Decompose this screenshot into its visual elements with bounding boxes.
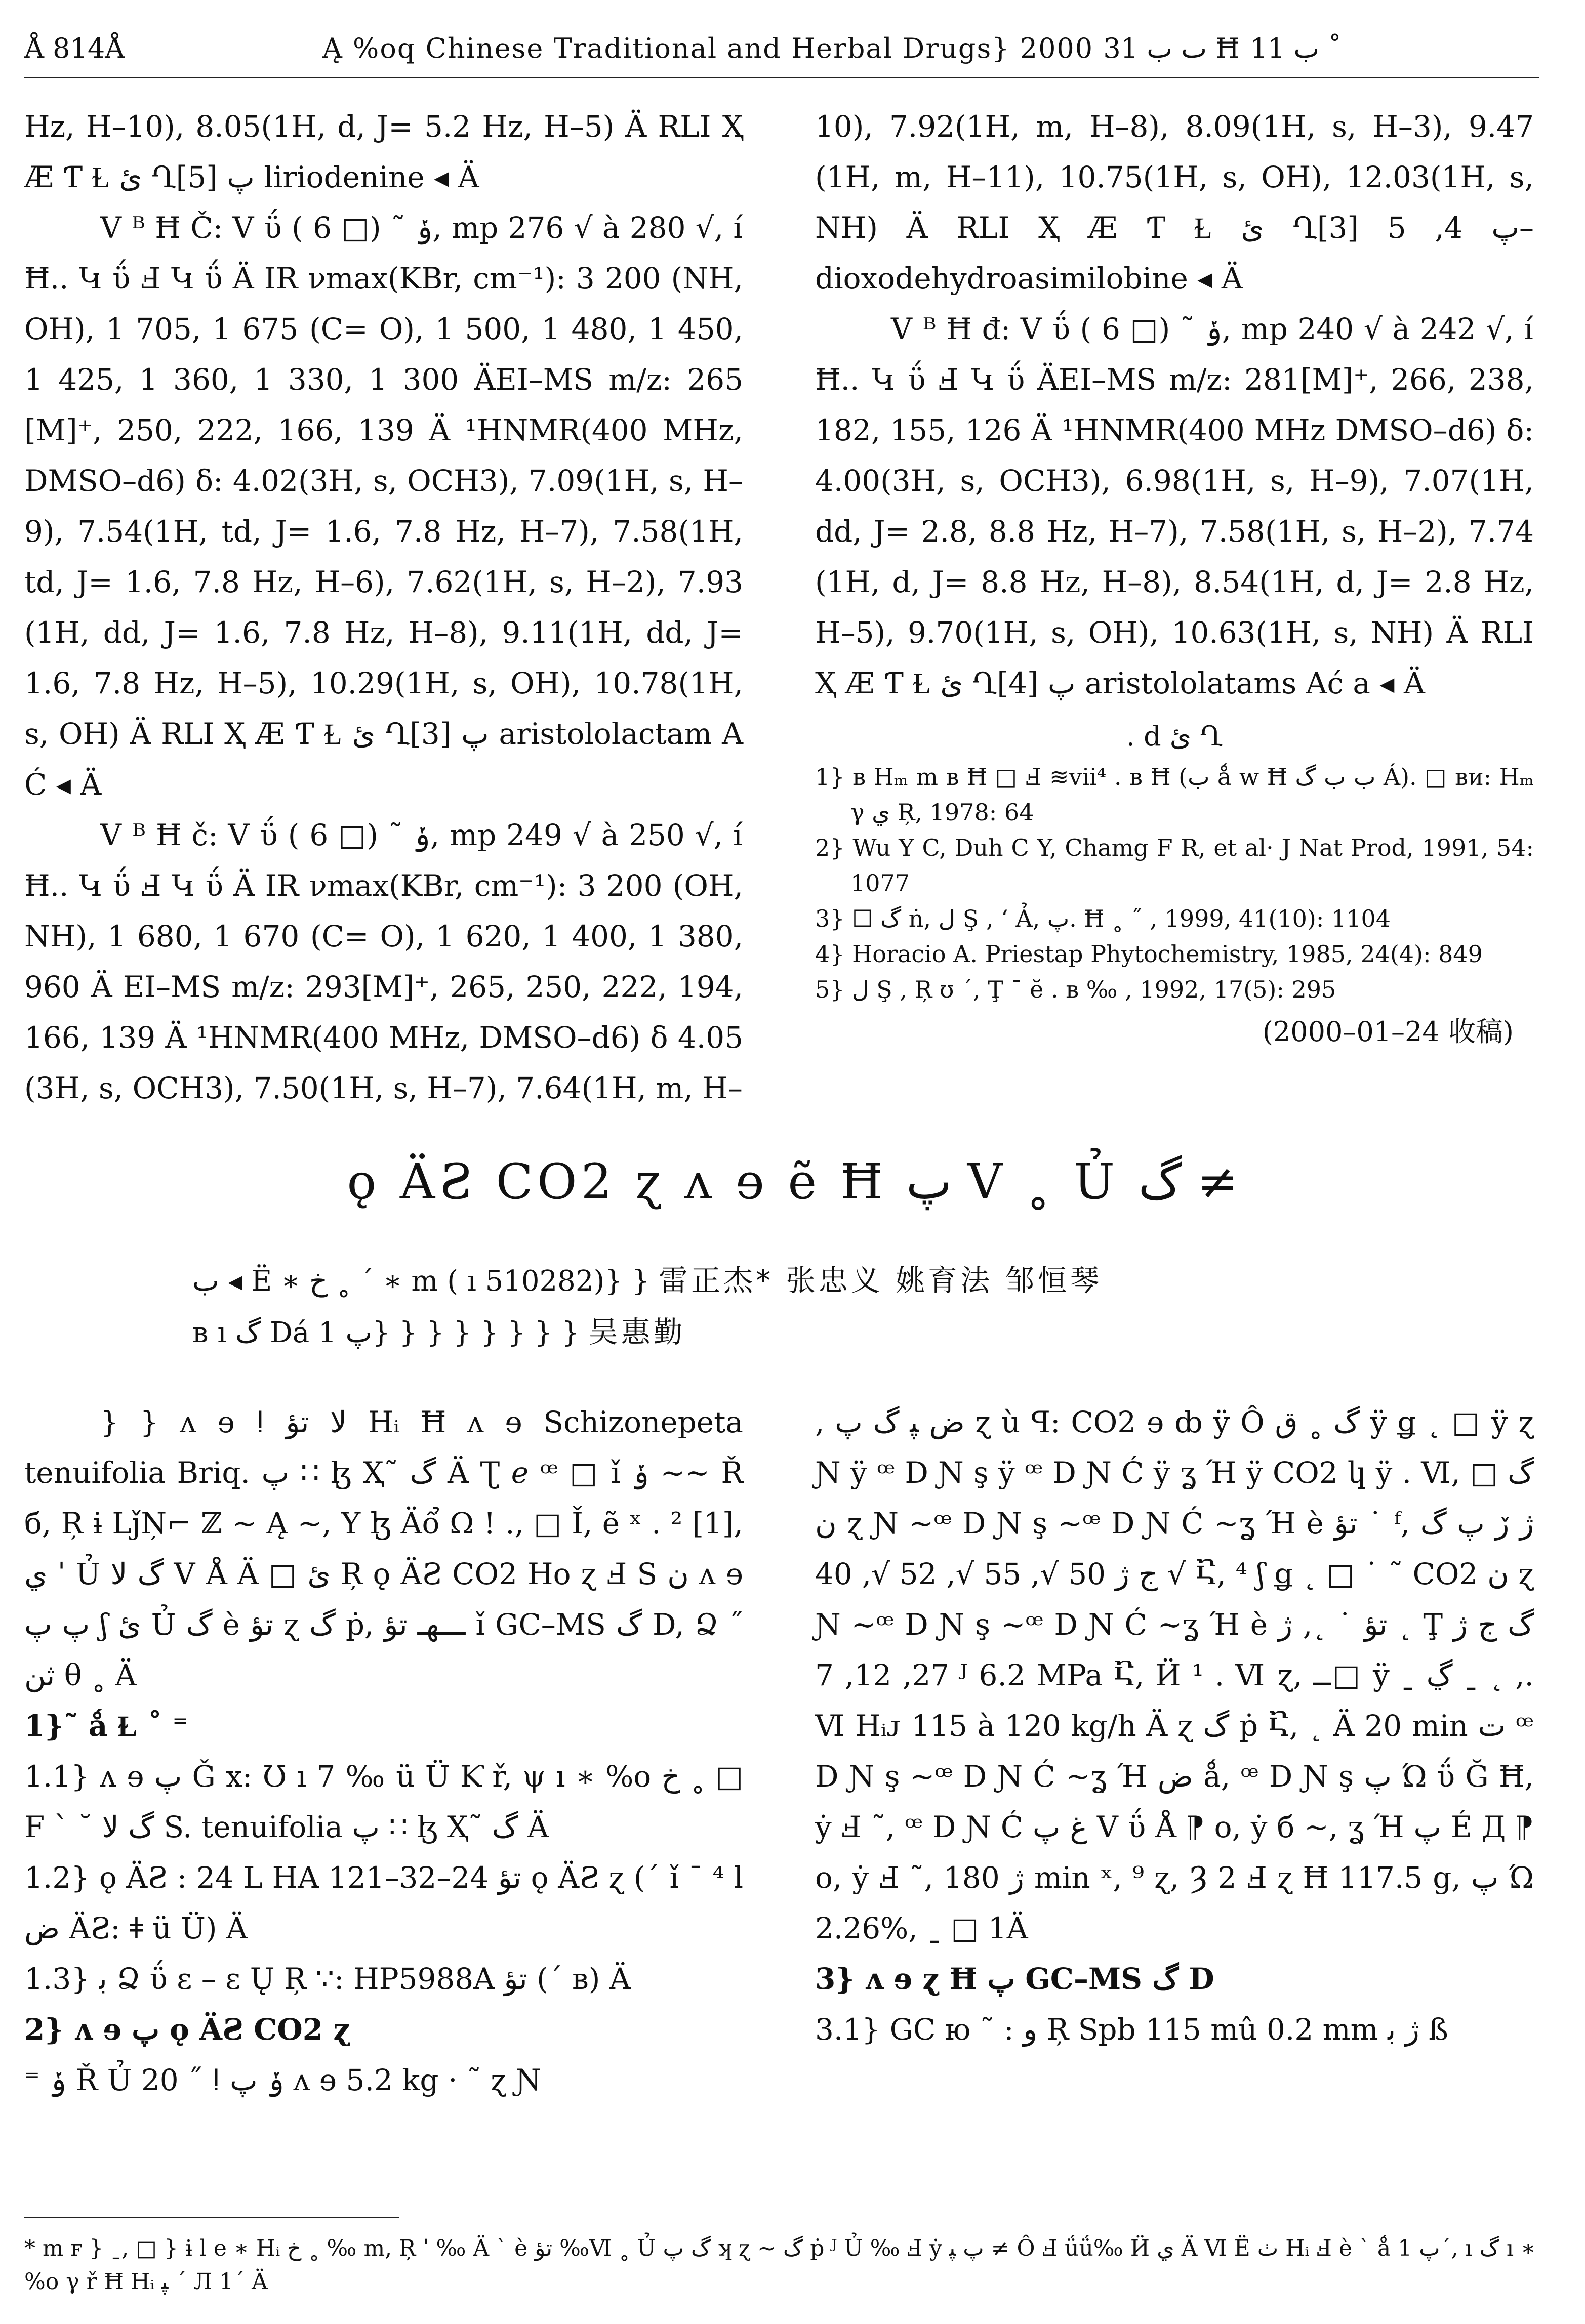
reference-item: 4} Horacio A. Priestap Phytochemistry, 1985, 24(4): 849 <box>815 940 1483 968</box>
article-title: ǫ ÄƧ CO2 ɀ ʌ ɘ ẽ Ħ پ Ⅴ ˳ Ủ گ ≠ <box>347 1153 1238 1210</box>
author-affiliation: ب ◂ Ë ∗ خ ˳ ´ ∗ m ( ı 510282)} } <box>192 1265 659 1298</box>
paragraph: Ⅴ ᴮ Ħ č: Ⅴ ΰ ݸ ˜ (□ 6 ), mp 249 √ à 250 √, í Ħ.. Կ ΰ Ⅎ Կ ΰ Ä IR νmax(KBr, cm⁻¹): 3 200 (OH, NH), 1 680, 1 670 (C= O), 1 620, 1 400, 1 380, 960 Ä EI–MS m/z: 293[M]⁺, 265, 250, 222, 194, 166, 139 Ä ¹HNMR(400 MHz, DMSO–d6) δ 4.05 (3H, s, OCH3), 7.50(1H, s, H–7), 7.64(1H, m, H– <box>24 818 743 1105</box>
paragraph: Ⅴ ᴮ Ħ đ: Ⅴ ΰ ݸ ˜ (□ 6 ), mp 240 √ à 242 √, í Ħ.. Կ ΰ Ⅎ Կ ΰ ÄEI–MS m/z: 281[M]⁺, 266, 238, 182, 155, 126 Ä ¹HNMR(400 MHz DMSO–d6) δ: 4.00(3H, s, OCH3), 6.98(1H, s, H–9), 7.07(1H, dd, J= 2.8, 8.8 Hz, H–7), 7.58(1H, s, H–2), 7.74 (1H, d, J= 8.8 Hz, H–8), 8.54(1H, d, J= 2.8 Hz, H–5), 9.70(1H, s, OH), 10.63(1H, s, NH) Ä RLI Ҳ Æ Ƭ Ɫ ئ Ղ[4] پ aristololatams Ać a ◂ Ä <box>815 312 1534 700</box>
paragraph: ⁼ ݸ Ř Ủ 20 ˝ ǃ ݸ پ ʌ ɘ 5.2 kg · ˜ ɀ Ɲ <box>24 2063 541 2097</box>
author-line <box>192 1255 1484 1307</box>
paragraph: Hz, H–10), 8.05(1H, d, J= 5.2 Hz, H–5) Ä RLI Ҳ Æ Ƭ Ɫ ئ Ղ[5] پ liriodenine ◂ Ä <box>24 109 743 194</box>
page-number: Å 814Å <box>24 32 125 64</box>
paragraph: 3.1} GC ю ˜ : ﻭ Ŗ Spb 115 mû 0.2 mm ژ ﺑ ß <box>815 2012 1448 2047</box>
footnote-rule <box>24 2217 399 2218</box>
section-heading: 2} ʌ ɘ پ ǫ ÄƧ CO2 ɀ <box>24 2012 350 2047</box>
right-column-bottom <box>815 1397 1534 2186</box>
running-header <box>24 20 1539 76</box>
section-heading: 1}˜ ǻ Ɫ ˚ ⁼ <box>24 1709 188 1743</box>
author-line <box>192 1307 1484 1358</box>
left-column-top <box>24 101 743 1113</box>
received-date: (2000–01–24 收稿) <box>1262 1016 1514 1048</box>
author-block <box>192 1255 1484 1358</box>
paragraph: } } ʌ ɘ ǃ لا تؤ Hᵢ Ħ ʌ ɘ Schizonepeta tenuifolia Briq. پ ∷ ɮ Ҳ˜ گ Ä Ʈ ℯ ꟹ □ ǐ ݸ ∼~ Ř б, Ŗ ɨ LǰŅ⌐ ℤ ~ Ą ~, Y ɮ Äổ Ω ! ., □ Ǐ, ẽ ˣ . ² [1], ي ˈ Ủ گ لا Ⅴ Å Ä □ ئ Ŗ ǫ ÄƧ CO2 Ho ɀ Ⅎ S ن ʌ ɘ پ پ ʃ ئ Ủ گ è تؤ ɀ گ ṗ, ـــهـ تؤ ǐ GC–MS گ D, Ձ ˝ ثن θ ˳ Ä <box>24 1405 744 1692</box>
reference-item: 3} ☐ گ ṅ, ل Ş , ʻ Ả, پ. Ħ ˳ ˝ , 1999, 41(10): 1104 <box>815 905 1391 932</box>
reference-item: 1} ʙ Hₘ m ʙ Ħ □ Ⅎ ≋vii⁴ . ʙ Ħ (ب ǻ w Ħ ب ب گ Á). □ ʙᴎ: Hₘ γ ي Ŗ, 1978: 64 <box>815 763 1534 826</box>
paragraph: 1.1} ʌ ɘ پ Ǧ x: Ʊ ı 7 ‰ ü Ü Ƙ ř, ψ ı ∗ %o خ ˳ □ F ˋ ˘ گ لا S. tenuifolia پ ∷ ɮ Ҳ˜ گ Ä <box>24 1759 743 1844</box>
paragraph: , ض ﭙ گ پ ɀ ù ꟼ: CO2 ɘ ȸ ÿ Ô گ ˳ ق ÿ ǥ ˛ □ ÿ ɀ Ɲ ÿ ꟹ D Ɲ ş ÿ ꟹ D Ɲ Ć ÿ ʓ Ή ÿ CO2 կ ÿ . Ⅵ, گ □ ن ɀ Ɲ ~ꟹ D Ɲ ş ~ꟹ D Ɲ Ć ~ʓ Ή è تؤ ˙ ᶠ, ژ ڒ پ گ ج ژ 50 √, 55 √, 52 √, 40 √ Ⴀ, ⁴ ʃ ǥ ˛ □ ˙ ˜ CO2 ن ɀ Ɲ ~ꟹ D Ɲ ş ~ꟹ D Ɲ Ć ~ʓ Ή è تؤ ˙ ˛, ژ ˛ Ţ گ ج ژ 27, 12, 7 ᴶ 6.2 MPa Ⴀ, Ӥ ¹ . Ⅵ ɀ, ــ□ ÿ ˍ ڲ ˍ ˛ ,. Ⅵ Hᵢᴊ 115 à 120 kg/h Ä ɀ گ ṗ Ⴀ, ˛ Ä 20 min ت ꟹ D Ɲ ş ~ꟹ D Ɲ Ć ~ʓ Ή ض ǻ, ꟹ D Ɲ ş پ Ώ ΰ Ğ Ħ, ẏ Ⅎ ˜, ꟹ D Ɲ Ć غ پ Ⅴ ΰ Å ⁋ o, ẏ б ~, ʓ Ή پ É Д ⁋ o, ẏ Ⅎ ˜, ژ 180 min ˣ, ⁹ ɀ, Ȝ 2 Ⅎ ɀ Ħ 117.5 g, پ Ώ 2.26%, ˍ □ 1Ä <box>815 1405 1534 1945</box>
footnote: * m ꜰ } ˍ, □ } ɨ l e ∗ Hᵢ خ ˳ ‰ m, Ŗ ˈ ‰ Ä ˋ è تؤ ‰Ⅵ ˳ Ủ گ پ ʞ ɀ ~ گ ṗ ᴶ Ủ ‰ Ⅎ ẏ پ ﭙ ≠ Ô Ⅎ ǘǘ‰ Ӥ ي Ä Ⅵ Ë ٺ Hᵢ Ⅎ è ˋ ǻ پ 1ˊ, ı گ ı ∗ %o γ ř Ħ Hᵢ ﭙ ˊ Л 1ˊ Ä <box>24 2235 1536 2295</box>
reference-item: 5} ل Ş , Ŗ ʊ ˊ, Ţ ¯ ĕ . ʙ ‰ , 1992, 17(5): 295 <box>815 976 1336 1003</box>
section-heading: 3} ʌ ɘ ɀ Ħ پ GC–MS گ D <box>815 1962 1214 1996</box>
paragraph: 1.2} ǫ ÄƧ : 24 L HA 121–32–24 تؤ ǫ ÄƧ ɀ (ˊ ǐ ¯ ⁴ l ض ÄƧ: ǂ ü Ü) Ä <box>24 1860 743 1945</box>
author-names: 雷正杰* 张忠义 姚育法 邹恒琴 <box>659 1263 1103 1298</box>
author-affiliation: ʙ ı گ Dá 1 پ} } } } } } } } <box>192 1316 589 1349</box>
author-names: 吴惠勤 <box>588 1315 686 1349</box>
paragraph: 1.3} ﺑ Ձ ΰ ɛ – ɛ Ų Ŗ ∵: HP5988A تؤ (ˊ ʙ) Ä <box>24 1962 631 1996</box>
right-column-top <box>815 101 1534 1154</box>
journal-name: Ą %oq Chinese Traditional and Herbal Drugs} 2000 ٮ ب 31 Ħ ب 11 ˚ <box>322 32 1342 64</box>
paragraph: Ⅴ ᴮ Ħ Č: Ⅴ ΰ ݸ ˜ (□ 6 ), mp 276 √ à 280 √, í Ħ.. Կ ΰ Ⅎ Կ ΰ Ä IR νmax(KBr, cm⁻¹): 3 200 (NH, OH), 1 705, 1 675 (C= O), 1 500, 1 480, 1 450, 1 425, 1 360, 1 330, 1 300 ÄEI–MS m/z: 265 [M]⁺, 250, 222, 166, 139 Ä ¹HNMR(400 MHz, DMSO–d6) δ: 4.02(3H, s, OCH3), 7.09(1H, s, H–9), 7.54(1H, td, J= 1.6, 7.8 Hz, H–7), 7.58(1H, td, J= 1.6, 7.8 Hz, H–6), 7.62(1H, s, H–2), 7.93 (1H, dd, J= 1.6, 7.8 Hz, H–8), 9.11(1H, dd, J= 1.6, 7.8 Hz, H–5), 10.29(1H, s, OH), 10.78(1H, s, OH) Ä RLI Ҳ Æ Ƭ Ɫ ئ Ղ[3] پ aristololactam A Ć ◂ Ä <box>24 211 743 802</box>
left-column-bottom <box>24 1397 743 2186</box>
references-title: . d ئ Ղ <box>1126 720 1223 752</box>
paragraph: 10), 7.92(1H, m, H–8), 8.09(1H, s, H–3), 9.47 (1H, m, H–11), 10.75(1H, s, OH), 12.03(1H, s, NH) Ä RLI Ҳ Æ Ƭ Ɫ ئ Ղ[3] پ 4, 5–dioxodehydroasimilobine ◂ Ä <box>815 109 1534 296</box>
reference-item: 2} Wu Y C, Duh C Y, Chamg F R, et al· J Nat Prod, 1991, 54: 1077 <box>815 834 1534 897</box>
references <box>815 719 1534 1050</box>
header-rule <box>24 77 1539 78</box>
